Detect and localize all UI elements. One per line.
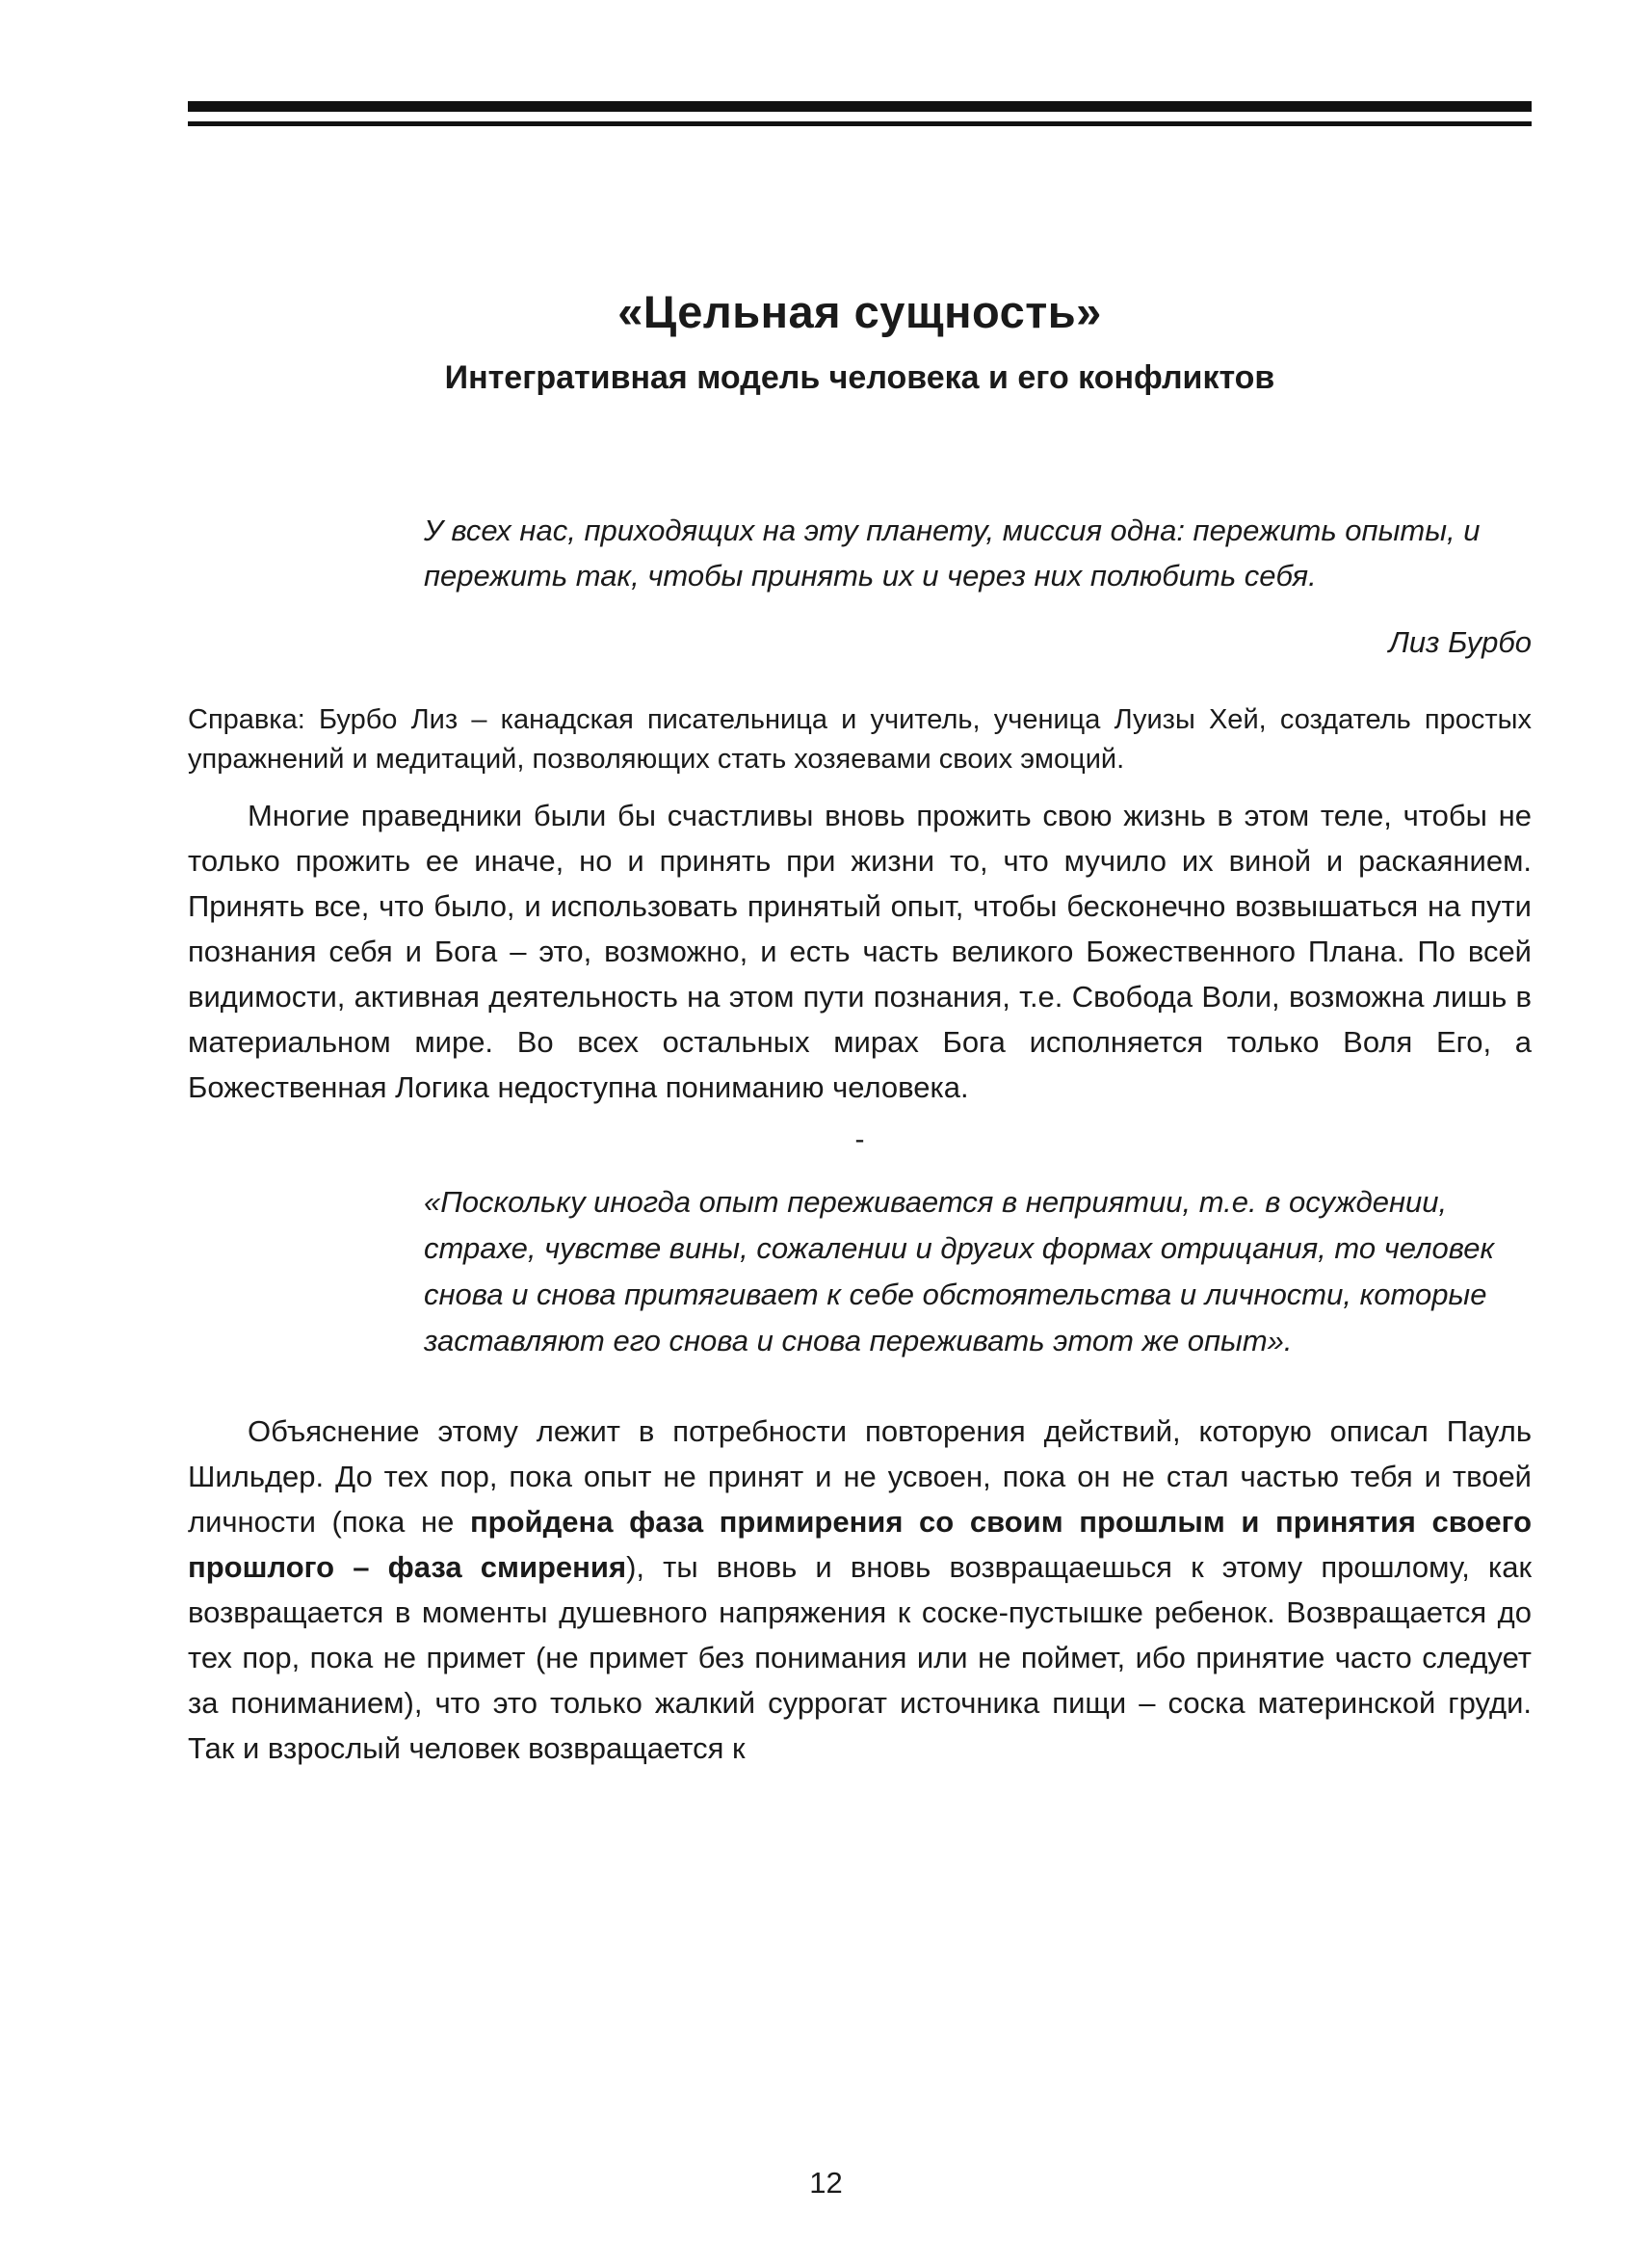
body-paragraph-2 [188,1409,1532,1771]
epigraph-text: У всех нас, приходящих на эту планету, миссия одна: пережить опыты, и пережить так, чтобы принять их и через них полюбить себя. [424,514,1481,593]
top-double-rule [188,101,1532,126]
epigraph-attribution: Лиз Бурбо [1388,625,1532,659]
paragraph-2-text-start: Объяснение этому лежит в потребности повторения действий, которую описал Пауль Шильдер. До тех пор, пока опыт не принят и не усвоен, пока он не стал частью тебя и твоей личности (пока не [188,1414,1532,1539]
reference-note: Справка: Бурбо Лиз – канадская писательница и учитель, ученица Луизы Хей, создатель простых упражнений и медитаций, позволяющих стать хозяевами своих эмоций. [188,704,1532,775]
section-separator: - [854,1123,865,1155]
paragraph-2-text-end: ), ты вновь и вновь возвращаешься к этому прошлому, как возвращается в моменты душевного напряжения к соске-пустышке ребенок. Возвращается до тех пор, пока не примет (не примет без понимания или не поймет, ибо принятие часто следует за пониманием), что это только жалкий суррогат источника пищи – соска материнской груди. Так и взрослый человек возвращается к [188,1550,1533,1765]
body-paragraph-1: Многие праведники были бы счастливы вновь прожить свою жизнь в этом теле, чтобы не только прожить ее иначе, но и принять при жизни то, что мучило их виной и раскаянием. Принять все, что было, и использовать принятый опыт, чтобы бесконечно возвышаться на пути познания себя и Бога – это, возможно, и есть часть великого Божественного Плана. По всей видимости, активная деятельность на этом пути познания, т.е. Свобода Воли, возможна лишь в материальном мире. Во всех остальных мирах Бога исполняется только Воля Его, а Божественная Логика недоступна пониманию человека. [188,799,1532,1104]
paragraph-2-bold-phrase: пройдена фаза примирения со своим прошлым и принятия своего прошлого – фаза смирения [188,1505,1533,1584]
page-content [188,0,1532,1771]
chapter-title: «Цельная сущность» [617,286,1102,337]
page-number: 12 [809,2166,843,2200]
block-quote: «Поскольку иногда опыт переживается в неприятии, т.е. в осуждении, страхе, чувстве вины, сожалении и других формах отрицания, то человек снова и снова притягивает к себе обстоятельства и личности, которые заставляют его снова и снова переживать этот же опыт». [424,1185,1495,1357]
chapter-subtitle: Интегративная модель человека и его конфликтов [444,359,1275,396]
